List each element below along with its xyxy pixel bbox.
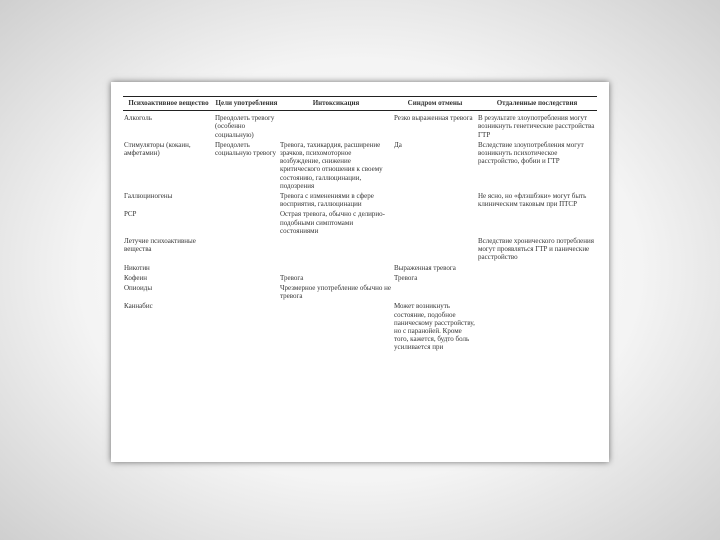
table-row	[123, 302, 597, 353]
cell-purpose	[214, 192, 279, 210]
cell-withdrawal	[393, 237, 477, 264]
cell-substance: PCP	[124, 210, 137, 219]
table-header-row	[123, 97, 597, 111]
table-row	[123, 264, 597, 274]
cell-substance: Летучие психоактивные вещества	[124, 237, 196, 254]
cell-intoxication: Чрезмерное употребление обычно не тревога	[280, 284, 392, 301]
cell-substance: Стимуляторы (кокаин, амфетамин)	[124, 140, 191, 158]
table-row	[123, 192, 597, 210]
table-row	[123, 237, 597, 264]
cell-purpose	[214, 274, 279, 284]
cell-substance: Никотин	[124, 263, 150, 272]
cell-intoxication	[279, 237, 393, 264]
cell-longterm: Вследствие злоупотребления могут возникнуть психотическое расстройство, фобии и ГТР	[478, 140, 584, 166]
cell-substance: Кофеин	[124, 273, 147, 282]
cell-withdrawal: Может возникнуть состояние, подобное паническому расстройству, но с паранойей. Кроме того, кажется, будто боль усиливается при	[394, 302, 475, 352]
cell-intoxication: Тревога	[280, 273, 304, 282]
header-intoxication: Интоксикация	[279, 97, 393, 111]
cell-withdrawal	[393, 210, 477, 237]
cell-purpose	[214, 237, 279, 264]
cell-longterm	[477, 210, 597, 237]
header-withdrawal: Синдром отмены	[393, 97, 477, 111]
cell-purpose: Преодолеть социальную тревогу	[215, 140, 277, 158]
substance-table	[123, 96, 597, 354]
cell-longterm: Не ясно, но «флэшбэки» могут быть клиническим таковым при ПТСР	[478, 192, 587, 209]
cell-purpose: Преодолеть тревогу (особенно социальную)	[215, 114, 275, 139]
header-substance: Психоактивное вещество	[123, 97, 214, 111]
cell-withdrawal: Тревога	[394, 273, 418, 282]
cell-purpose	[214, 302, 279, 353]
document-page	[111, 82, 609, 462]
cell-withdrawal: Выраженная тревога	[394, 263, 456, 272]
table-row	[123, 274, 597, 284]
cell-purpose	[214, 264, 279, 274]
cell-longterm: В результате злоупотребления могут возникнуть генетические расстройства ГТР	[478, 114, 595, 139]
cell-withdrawal	[393, 284, 477, 302]
cell-withdrawal: Да	[394, 140, 402, 149]
cell-withdrawal	[393, 192, 477, 210]
cell-substance: Опиоиды	[124, 284, 153, 293]
cell-purpose	[214, 284, 279, 302]
cell-longterm	[477, 274, 597, 284]
cell-substance: Галлюциногены	[124, 192, 173, 201]
cell-withdrawal: Резко выраженная тревога	[394, 114, 473, 123]
cell-intoxication	[279, 111, 393, 141]
header-longterm: Отдаленные последствия	[477, 97, 597, 111]
cell-intoxication	[279, 264, 393, 274]
cell-longterm: Вследствие хронического потребления могут проявляться ГТР и панические расстройство	[478, 237, 594, 262]
table-row	[123, 210, 597, 237]
cell-longterm	[477, 264, 597, 274]
cell-substance: Алкоголь	[124, 114, 152, 123]
table-row	[123, 284, 597, 302]
cell-longterm	[477, 284, 597, 302]
cell-intoxication	[279, 302, 393, 353]
table-row	[123, 141, 597, 192]
cell-longterm	[477, 302, 597, 353]
header-purpose: Цели употребления	[214, 97, 279, 111]
cell-intoxication: Острая тревога, обычно с делирио-подобными симптомами состояниями	[280, 210, 385, 235]
cell-substance: Каннабис	[124, 302, 153, 311]
cell-purpose	[214, 210, 279, 237]
cell-intoxication: Тревога с изменениями в сфере восприятия, галлюцинации	[280, 192, 374, 209]
cell-intoxication: Тревога, тахикардия, расширение зрачков, психомоторное возбуждение, снижение критического отношения к своему состоянию, галлюцинации, подозрения	[280, 140, 383, 190]
table-row	[123, 111, 597, 141]
